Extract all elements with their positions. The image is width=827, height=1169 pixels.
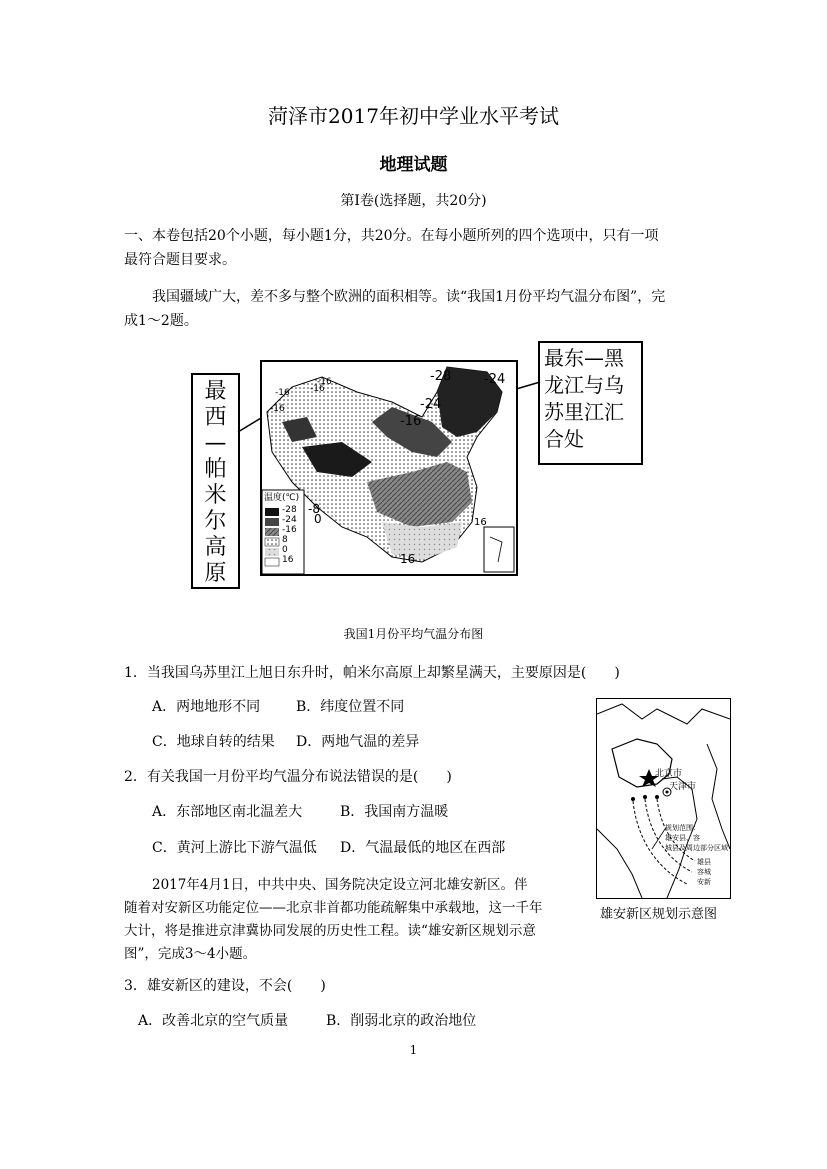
isotherm-label: 16 <box>400 552 416 566</box>
legend-value: 8 <box>282 535 288 545</box>
isotherm-label: -16 <box>317 377 332 387</box>
callout-east-line: 合处 <box>544 427 584 451</box>
legend-value: 16 <box>282 555 294 565</box>
callout-west-char: 西 <box>204 405 227 430</box>
isotherm-label: 0 <box>314 512 322 526</box>
town-label: 安新 <box>697 878 711 886</box>
q2-option-d[interactable]: D．气温最低的地区在西部 <box>340 840 506 856</box>
callout-west-char: 尔 <box>204 509 227 534</box>
q1-option-b[interactable]: B．纬度位置不同 <box>296 699 405 715</box>
isotherm-label: -16 <box>310 384 325 394</box>
q2-option-c[interactable]: C．黄河上游比下游气温低 <box>152 840 317 856</box>
section-heading: 第Ⅰ卷(选择题，共20分) <box>340 193 487 209</box>
q2-option-a[interactable]: A．东部地区南北温差大 <box>152 804 303 820</box>
beijing-label: 北京市 <box>655 769 683 779</box>
intro2-line-1: 2017年4月1日，中共中央、国务院决定设立河北雄安新区。伴 <box>152 877 528 893</box>
intro2-line-4: 图”，完成3～4小题。 <box>124 946 257 962</box>
callout-west-char: 最 <box>204 379 227 404</box>
isotherm-label: -24 <box>484 372 506 387</box>
tianjin-label: 天津市 <box>669 782 697 792</box>
temperature-map <box>260 360 518 576</box>
callout-west-char: — <box>204 431 227 456</box>
isotherm-label: -16 <box>270 404 285 414</box>
q2-option-b[interactable]: B．我国南方温暖 <box>340 804 449 820</box>
q2-stem: 2．有关我国一月份平均气温分布说法错误的是( ) <box>124 769 452 785</box>
town-label: 雄县 <box>697 858 711 866</box>
callout-east <box>538 341 643 465</box>
callout-west-char: 米 <box>204 483 227 508</box>
exam-title: 菏泽市2017年初中学业水平考试 <box>268 104 559 128</box>
xiongan-map <box>596 698 731 899</box>
intro2-line-2: 随着对安新区功能定位——北京非首都功能疏解集中承载地，这一千年 <box>124 900 543 916</box>
q1-option-a[interactable]: A．两地地形不同 <box>152 699 261 715</box>
isotherm-label: -16 <box>400 414 422 429</box>
legend-value: -16 <box>282 525 297 535</box>
subject-title: 地理试题 <box>379 155 448 175</box>
isotherm-label: -24 <box>420 397 442 412</box>
instructions-line-1: 一、本卷包括20个小题，每小题1分，共20分。在每小题所列的四个选项中，只有一项 <box>124 228 659 244</box>
q1-option-c[interactable]: C．地球自转的结果 <box>152 734 275 750</box>
plan-label: 雄安县、容 <box>665 834 700 842</box>
intro1-line-1: 我国疆域广大，差不多与整个欧洲的面积相等。读“我国1月份平均气温分布图”，完 <box>152 289 666 305</box>
intro2-line-3: 大计，将是推进京津冀协同发展的历史性工程。读“雄安新区规划示意 <box>124 923 536 939</box>
legend-value: -24 <box>282 515 297 525</box>
callout-east-line: 最东—黑 <box>544 346 624 370</box>
callout-east-line: 龙江与乌 <box>544 373 624 397</box>
plan-label: 规划范围： <box>665 824 700 832</box>
q3-option-a[interactable]: A．改善北京的空气质量 <box>138 1013 289 1029</box>
legend-title: 温度(℃) <box>264 493 300 503</box>
page-number: 1 <box>409 1043 418 1057</box>
china-map-graphic <box>262 362 516 574</box>
isotherm-label: 16 <box>474 517 487 528</box>
q1-option-d[interactable]: D．两地气温的差异 <box>296 734 420 750</box>
q3-option-b[interactable]: B．削弱北京的政治地位 <box>326 1013 477 1029</box>
isotherm-label: -28 <box>430 369 452 384</box>
callout-east-line: 苏里江汇 <box>544 400 624 424</box>
map2-caption: 雄安新区规划示意图 <box>600 907 718 922</box>
isotherm-label: -16 <box>275 388 290 398</box>
isotherm-label: -8 <box>308 502 320 516</box>
instructions-line-2: 最符合题目要求。 <box>124 252 236 268</box>
callout-west-char: 帕 <box>204 457 227 482</box>
plan-label: 城县及周边部分区域 <box>665 844 728 852</box>
q1-stem: 1．当我国乌苏里江上旭日东升时，帕米尔高原上却繁星满天，主要原因是( ) <box>124 665 620 681</box>
q3-stem: 3．雄安新区的建设，不会( ) <box>124 978 326 994</box>
callout-west-char: 高 <box>204 535 227 560</box>
map1-caption: 我国1月份平均气温分布图 <box>343 627 484 641</box>
intro1-line-2: 成1～2题。 <box>124 313 198 329</box>
legend-value: -28 <box>282 505 297 515</box>
legend-value: 0 <box>282 545 288 555</box>
town-label: 容城 <box>697 868 711 876</box>
callout-west-char: 原 <box>204 561 227 586</box>
